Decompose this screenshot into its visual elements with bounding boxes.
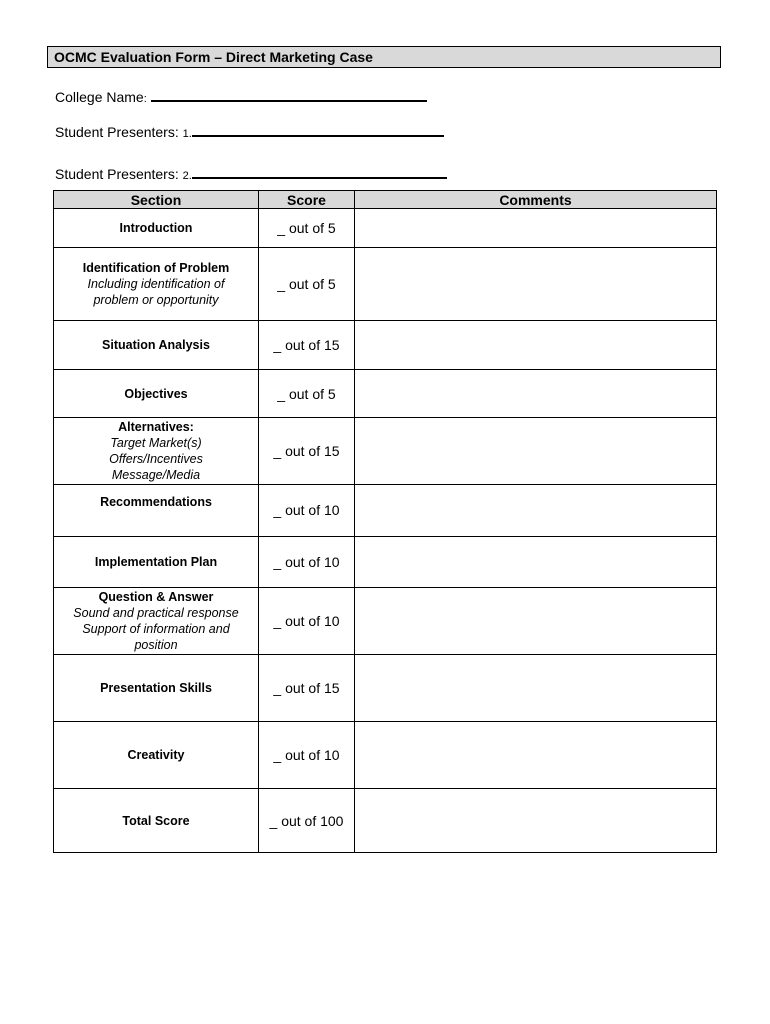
score-cell[interactable]: _ out of 10: [259, 537, 355, 588]
section-cell: [54, 370, 259, 418]
score-cell[interactable]: _ out of 15: [259, 418, 355, 485]
section-name: Recommendations: [100, 495, 212, 509]
section-cell: [54, 321, 259, 370]
comments-cell[interactable]: [355, 248, 717, 321]
college-name-colon: :: [143, 93, 147, 105]
section-cell: [54, 209, 259, 248]
section-name: Situation Analysis: [102, 338, 210, 352]
college-name-field: [55, 88, 427, 105]
section-description: Sound and practical response: [73, 606, 239, 620]
table-header-row: [54, 191, 717, 209]
section-name: Identification of Problem: [82, 261, 230, 275]
comments-cell[interactable]: [355, 722, 717, 789]
table-row: [54, 655, 717, 722]
comments-cell[interactable]: [355, 321, 717, 370]
student-presenter-1-number: 1.: [182, 128, 192, 140]
student-presenter-2-number: 2.: [182, 170, 192, 182]
student-presenter-2-field: [55, 165, 447, 182]
table-row: [54, 588, 717, 655]
section-cell: [54, 588, 259, 655]
section-description: Offers/Incentives: [109, 452, 203, 466]
section-cell: [54, 418, 259, 485]
section-cell: [54, 789, 259, 853]
section-cell: [54, 485, 259, 537]
section-name: Creativity: [127, 748, 185, 762]
section-description: Including identification of: [87, 277, 225, 291]
header-comments: Comments: [355, 191, 717, 209]
section-description: position: [134, 638, 178, 652]
comments-cell[interactable]: [355, 789, 717, 853]
score-cell[interactable]: _ out of 10: [259, 722, 355, 789]
comments-cell[interactable]: [355, 370, 717, 418]
student-presenter-2-line[interactable]: [192, 165, 447, 179]
college-name-label: College Name: [55, 89, 144, 105]
score-cell[interactable]: _ out of 15: [259, 655, 355, 722]
student-presenter-1-label: Student Presenters:: [55, 124, 179, 140]
comments-cell[interactable]: [355, 209, 717, 248]
section-name: Question & Answer: [98, 590, 214, 604]
comments-cell[interactable]: [355, 485, 717, 537]
score-cell[interactable]: _ out of 10: [259, 485, 355, 537]
score-cell[interactable]: _ out of 5: [259, 209, 355, 248]
comments-cell[interactable]: [355, 655, 717, 722]
section-description: Target Market(s): [110, 436, 202, 450]
table-row: [54, 722, 717, 789]
table-row: [54, 418, 717, 485]
table-row: [54, 248, 717, 321]
header-score: Score: [259, 191, 355, 209]
header-section: Section: [54, 191, 259, 209]
section-description: Support of information and: [82, 622, 230, 636]
college-name-line[interactable]: [151, 88, 427, 102]
comments-cell[interactable]: [355, 588, 717, 655]
section-name: Implementation Plan: [94, 555, 218, 569]
section-cell: [54, 537, 259, 588]
evaluation-table: [53, 190, 717, 853]
section-description: Message/Media: [111, 468, 201, 482]
table-row: [54, 537, 717, 588]
score-cell[interactable]: _ out of 10: [259, 588, 355, 655]
form-title: OCMC Evaluation Form – Direct Marketing Case: [47, 46, 721, 68]
section-cell: [54, 655, 259, 722]
section-name: Alternatives:: [118, 420, 194, 434]
student-presenter-1-line[interactable]: [192, 123, 444, 137]
student-presenter-1-field: [55, 123, 444, 140]
section-name: Objectives: [124, 386, 188, 401]
table-row: [54, 321, 717, 370]
section-cell: [54, 248, 259, 321]
section-name: Total Score: [122, 813, 190, 828]
table-row: [54, 370, 717, 418]
section-description: problem or opportunity: [93, 293, 219, 307]
score-cell[interactable]: _ out of 5: [259, 248, 355, 321]
section-cell: [54, 722, 259, 789]
comments-cell[interactable]: [355, 418, 717, 485]
section-name: Presentation Skills: [100, 681, 212, 695]
section-name: Introduction: [119, 221, 193, 235]
table-row: [54, 485, 717, 537]
comments-cell[interactable]: [355, 537, 717, 588]
table-row: [54, 209, 717, 248]
score-cell[interactable]: _ out of 15: [259, 321, 355, 370]
score-cell[interactable]: _ out of 5: [259, 370, 355, 418]
score-cell[interactable]: _ out of 100: [259, 789, 355, 853]
student-presenter-2-label: Student Presenters:: [55, 166, 179, 182]
table-row: [54, 789, 717, 853]
